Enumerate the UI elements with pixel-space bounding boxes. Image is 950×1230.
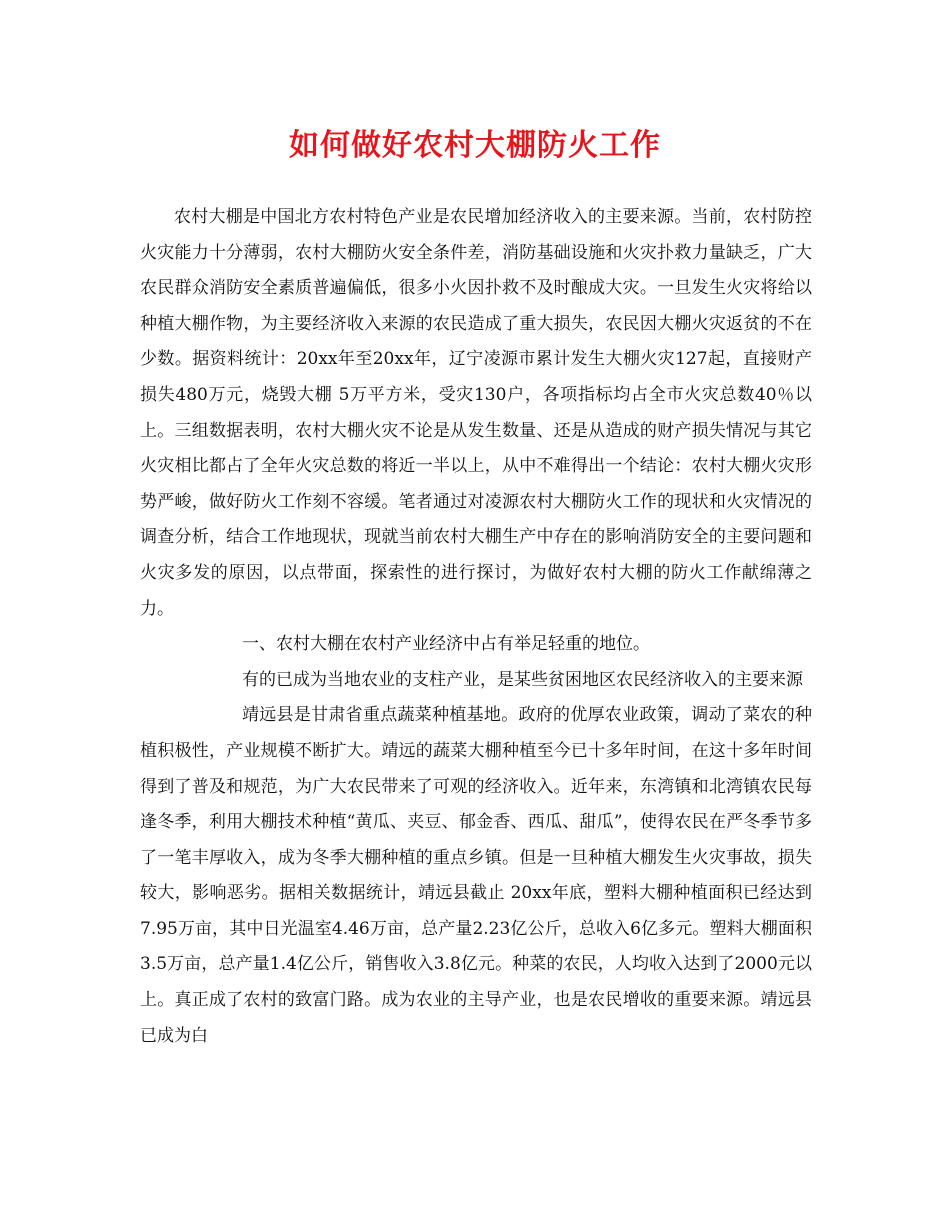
section-heading-1: 一、农村大棚在农村产业经济中占有举足轻重的地位。 <box>242 634 650 655</box>
document-title: 如何做好农村大棚防火工作 <box>289 128 661 163</box>
paragraph-pillar-industry: 有的已成为当地农业的支柱产业，是某些贫困地区农民经济收入的主要来源 <box>242 669 803 690</box>
paragraph-jingyuan: 靖远县是甘肃省重点蔬菜种植基地。政府的优厚农业政策，调动了菜农的种植积极性，产业规模不断扩大。靖远的蔬菜大棚种植至今已十多年时间，在这十多年时间得到了普及和规范，为广大农民带来了可观的经济收入。近年来，东湾镇和北湾镇农民每逢冬季，利用大棚技术种植“黄瓜、夹豆、郁金香、西瓜、甜瓜”，使得农民在严冬季节多了一笔丰厚收入，成为冬季大棚种植的重点乡镇。但是一旦种植大棚发生火灾事故，损失较大，影响恶劣。据相关数据统计，靖远县截止 20xx年底，塑料大棚种植面积已经达到7.95万亩，其中日光温室4.46万亩，总产量2.23亿公斤，总收入6亿多元。塑料大棚面积3.5万亩，总产量1.4亿公斤，销售收入3.8亿元。种菜的农民，人均收入达到了2000元以上。真正成了农村的致富门路。成为农业的主导产业，也是农民增收的重要来源。靖远县已成为白 <box>140 705 812 1046</box>
document-body <box>140 200 812 1054</box>
paragraph-intro: 农村大棚是中国北方农村特色产业是农民增加经济收入的主要来源。当前，农村防控火灾能力十分薄弱，农村大棚防火安全条件差，消防基础设施和火灾扑救力量缺乏，广大农民群众消防安全素质普遍偏低，很多小火因扑救不及时酿成大灾。一旦发生火灾将给以种植大棚作物，为主要经济收入来源的农民造成了重大损失，农民因大棚火灾返贫的不在少数。据资料统计：20xx年至20xx年，辽宁凌源市累计发生大棚火灾127起，直接财产损失480万元，烧毁大棚 5万平方米，受灾130户，各项指标均占全市火灾总数40％以上。三组数据表明，农村大棚火灾不论是从发生数量、还是从造成的财产损失情况与其它火灾相比都占了全年火灾总数的将近一半以上，从中不难得出一个结论：农村大棚火灾形势严峻，做好防火工作刻不容缓。笔者通过对凌源农村大棚防火工作的现状和火灾情况的调查分析，结合工作地现状，现就当前农村大棚生产中存在的影响消防安全的主要问题和火灾多发的原因，以点带面，探索性的进行探讨，为做好农村大棚的防火工作献绵薄之力。 <box>140 207 812 619</box>
